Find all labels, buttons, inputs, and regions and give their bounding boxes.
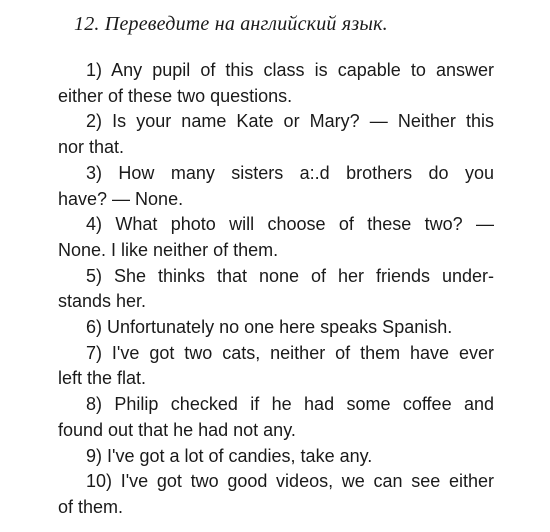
exercise-items [58, 58, 494, 521]
item-line: found out that he had not any. [58, 419, 296, 440]
item-line: nor that. [58, 137, 125, 158]
item-line: 1) Any pupil of this class is capable to answer [86, 60, 494, 80]
item-line: 3) How many sisters a:.d brothers do you [86, 162, 494, 183]
exercise-item-9 [58, 444, 494, 470]
item-line: 4) What photo will choose of these two? — [86, 214, 494, 235]
exercise-item-7 [58, 341, 494, 392]
item-line: None. I like neither of them. [58, 239, 279, 260]
item-line: 6) Unfortunately no one here speaks Spanish. [86, 317, 453, 338]
item-line: either of these two questions. [58, 85, 293, 106]
item-line: 5) She thinks that none of her friends under- [86, 265, 494, 286]
exercise-item-2 [58, 109, 494, 160]
exercise-item-4 [58, 212, 494, 263]
item-line: 10) I've got two good videos, we can see either [86, 471, 494, 492]
item-line: have? — None. [58, 188, 184, 209]
exercise-item-3 [58, 161, 494, 212]
item-line: stands her. [58, 291, 147, 312]
item-line: 2) Is your name Kate or Mary? — Neither this [86, 111, 494, 132]
exercise-item-1 [58, 58, 494, 109]
exercise-item-10 [58, 469, 494, 520]
exercise-item-8 [58, 392, 494, 443]
exercise-item-5 [58, 264, 494, 315]
item-line: 8) Philip checked if he had some coffee and [86, 394, 494, 415]
item-line: 7) I've got two cats, neither of them have ever [86, 342, 494, 363]
item-line: 9) I've got a lot of candies, take any. [86, 445, 373, 466]
exercise-title: 12. Переведите на английский язык. [74, 13, 388, 35]
item-line: left the flat. [58, 368, 147, 389]
item-line: of them. [58, 496, 124, 517]
exercise-item-6 [58, 315, 494, 341]
